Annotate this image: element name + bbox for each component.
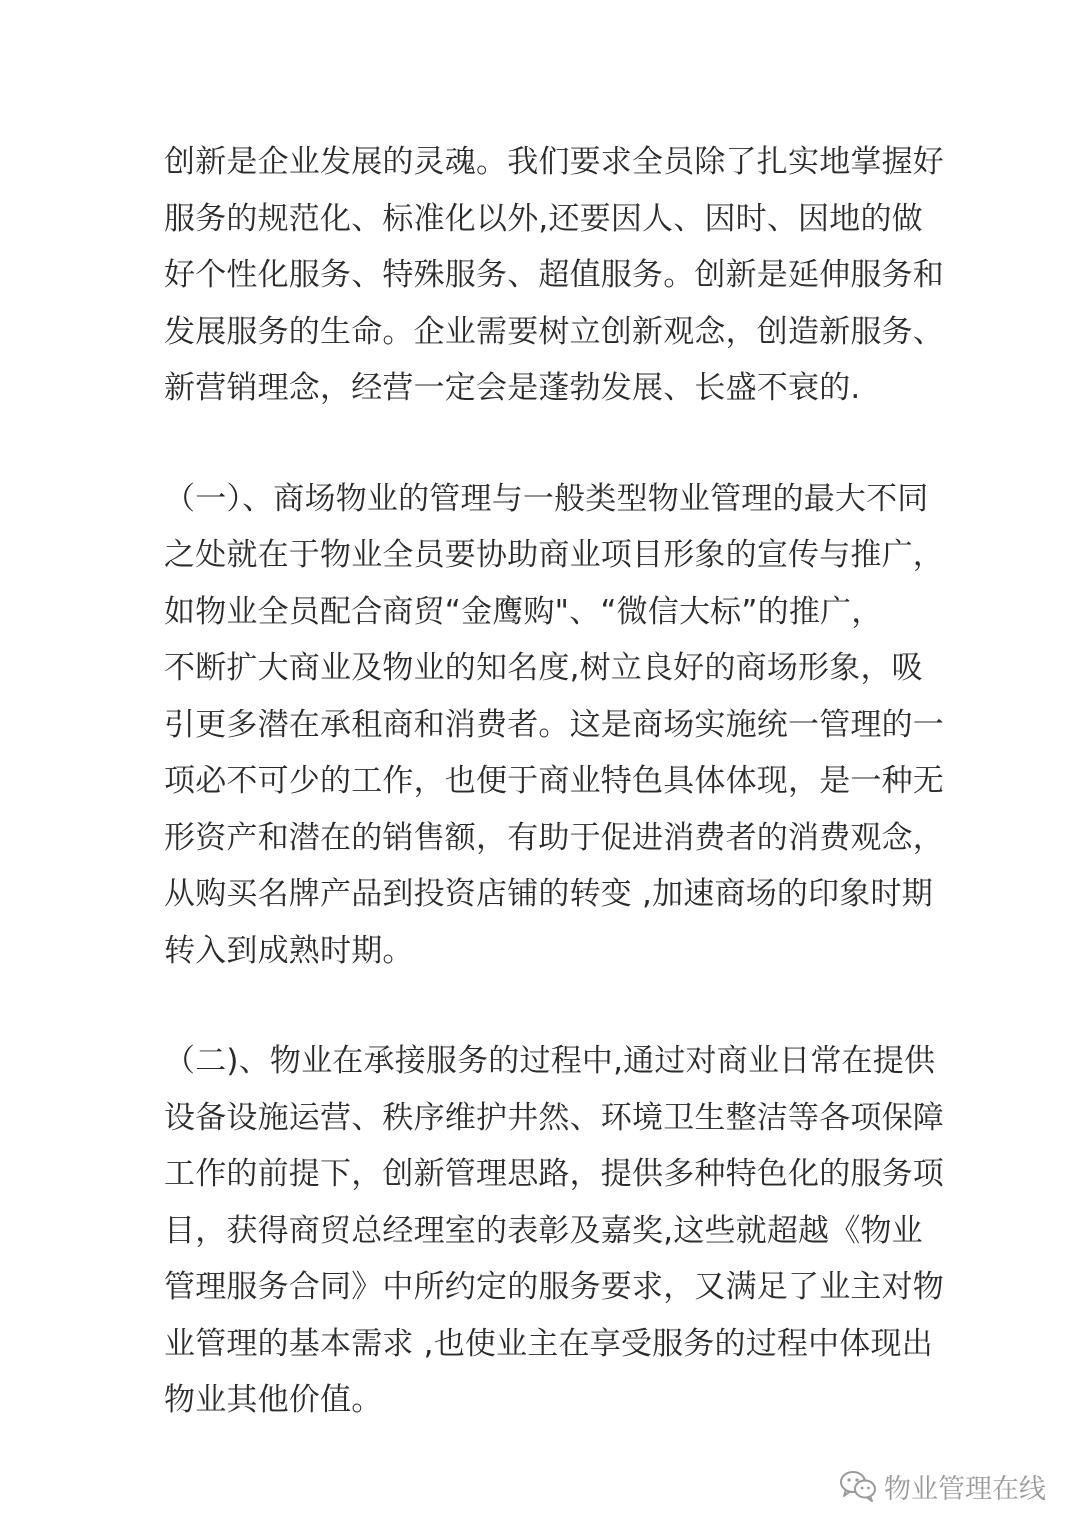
text-line: 管理服务合同》中所约定的服务要求，又满足了业主对物	[164, 1269, 944, 1305]
text-line: 新营销理念，经营一定会是蓬勃发展、长盛不衰的.	[164, 370, 861, 406]
text-line: 创新是企业发展的灵魂。我们要求全员除了扎实地掌握好	[164, 144, 944, 180]
text-line: （二)、物业在承接服务的过程中,通过对商业日常在提供	[164, 1043, 936, 1079]
text-line: （一）、商场物业的管理与一般类型物业管理的最大不同	[164, 480, 929, 517]
text-line: 好个性化服务、特殊服务、超值服务。创新是延伸服务和	[164, 257, 944, 293]
paragraph-section-one	[164, 471, 944, 980]
text-line: 目，获得商贸总经理室的表彰及嘉奖,这些就超越《物业	[164, 1212, 923, 1249]
text-line: 物业其他价值。	[164, 1382, 383, 1418]
article-body	[164, 134, 944, 1429]
text-line: 形资产和潜在的销售额，有助于促进消费者的消费观念，	[164, 819, 944, 856]
text-line: 不断扩大商业及物业的知名度,树立良好的商场形象，吸	[164, 650, 923, 686]
paragraph-innovation	[164, 134, 944, 417]
text-line: 之处就在于物业全员要协助商业项目形象的宣传与推广，	[164, 537, 944, 573]
wechat-icon	[838, 1469, 878, 1503]
text-line: 如物业全员配合商贸“金鹰购"、“微信大标”的推广，	[164, 593, 883, 630]
text-line: 从购买名牌产品到投资店铺的转变 ,加速商场的印象时期	[164, 876, 933, 912]
paragraph-section-two	[164, 1033, 944, 1429]
watermark-text: 物业管理在线	[884, 1473, 1046, 1505]
text-line: 工作的前提下，创新管理思路，提供多种特色化的服务项	[164, 1156, 944, 1192]
text-line: 转入到成熟时期。	[164, 932, 414, 969]
text-line: 项必不可少的工作，也便于商业特色具体体现，是一种无	[164, 763, 944, 799]
text-line: 业管理的基本需求 ,也使业主在享受服务的过程中体现出	[164, 1325, 933, 1362]
text-line: 引更多潜在承租商和消费者。这是商场实施统一管理的一	[164, 706, 944, 743]
text-line: 设备设施运营、秩序维护井然、环境卫生整洁等各项保障	[164, 1099, 944, 1136]
watermark	[838, 1466, 1046, 1506]
text-line: 服务的规范化、标准化以外,还要因人、因时、因地的做	[164, 200, 923, 237]
text-line: 发展服务的生命。企业需要树立创新观念，创造新服务、	[164, 313, 944, 350]
